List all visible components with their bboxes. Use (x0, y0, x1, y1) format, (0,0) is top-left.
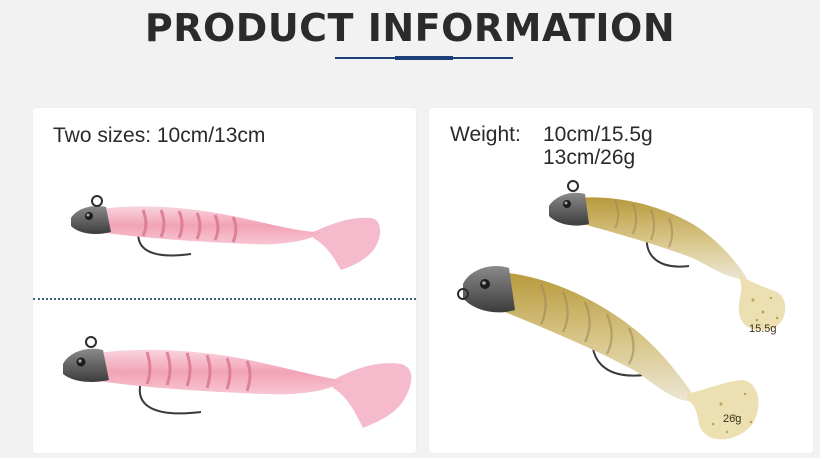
weight-label: Weight: (450, 123, 521, 146)
gold-lure-13cm-icon (455, 254, 775, 450)
section-divider (33, 298, 416, 300)
page-title: PRODUCT INFORMATION (144, 6, 676, 50)
weight-line-10cm: 10cm/15.5g (543, 123, 653, 146)
weight-line-13cm: 13cm/26g (543, 146, 636, 169)
pink-lure-10cm-icon (51, 192, 401, 284)
sizes-text: Two sizes: 10cm/13cm (53, 124, 266, 147)
weight-tag-15-5g: 15.5g (749, 323, 777, 335)
weight-tag-26g: 26g (723, 413, 742, 425)
title-underline-accent (395, 56, 453, 60)
weight-card (429, 108, 813, 453)
sizes-card (33, 108, 416, 453)
pink-lure-13cm-icon (51, 332, 421, 444)
